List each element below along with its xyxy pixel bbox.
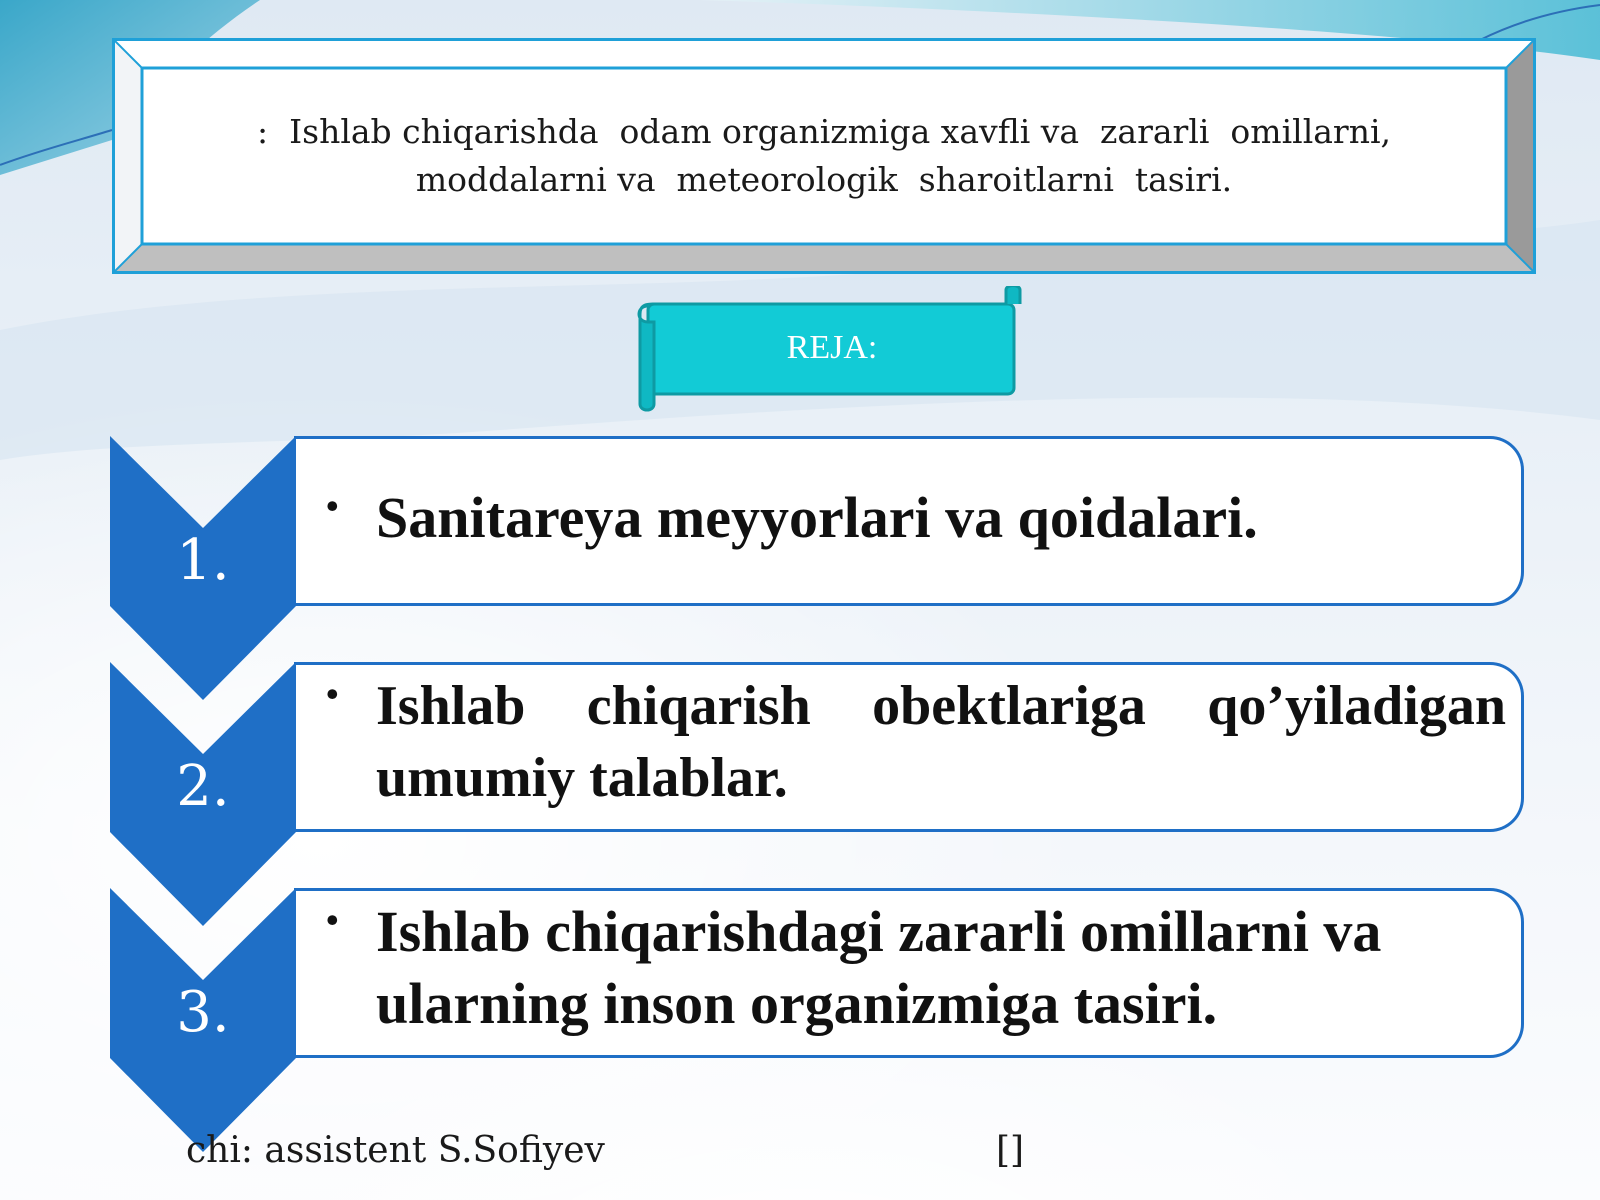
footer-placeholder: [] [996,1130,1025,1171]
title-plaque [112,38,1536,274]
step-number-2: 2. [176,754,230,819]
footer-author: chi: assistent S.Sofiyev [186,1130,605,1171]
step-number-1: 1. [176,528,230,593]
reja-label: REJA: [786,329,878,366]
bullet-icon: • [326,900,339,940]
reja-banner [634,286,1030,414]
page-title: : Ishlab chiqarishda odam organizmiga xavfli va zararli omillarni, moddalarni va meteorologik sharoitlarni tasiri. [257,112,1402,199]
step-number-3: 3. [176,980,230,1045]
step-label-2: Ishlab chiqarish obektlariga qo’yiladigan umumiy talablar. [376,675,1506,809]
bullet-icon: • [326,486,339,526]
bullet-icon: • [326,674,339,714]
step-text-3 [326,896,1506,1040]
step-text-1 [326,482,1506,554]
step-text-2 [326,670,1506,814]
step-label-1: Sanitareya meyyorlari va qoidalari. [376,485,1258,550]
step-label-3: Ishlab chiqarishdagi zararli omillarni va ularning inson organizmiga tasiri. [376,899,1382,1036]
